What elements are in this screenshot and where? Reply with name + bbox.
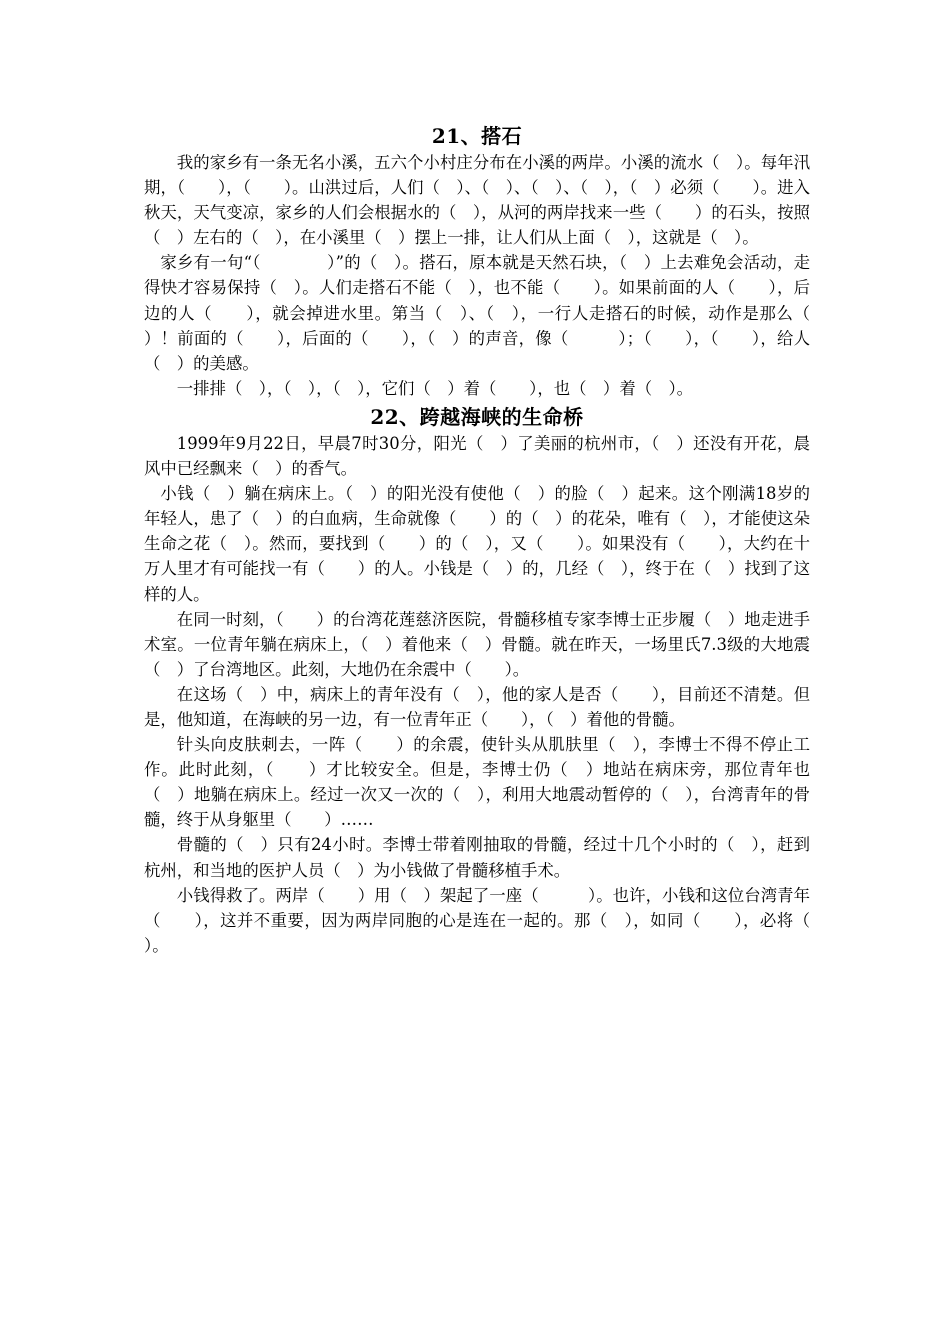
paragraph-22-5: 针头向皮肤刺去，一阵（ ）的余震，使针头从肌肤里（ ），李博士不得不停止工作。此时此刻，（ ）才比较安全。但是，李博士仍（ ）地站在病床旁，那位青年也（ ）地躺在病床上。经过一次又一次的（ ），利用大地震动暂停的（ ），台湾青年的骨髓，终于从身躯里（ ）…… <box>144 735 810 830</box>
paragraph-21-3: 一排排（ ），（ ），（ ），它们（ ）着（ ），也（ ）着（ ）。 <box>176 378 694 398</box>
section-title-21: 21、搭石 <box>431 124 523 148</box>
paragraph-21-1: 我的家乡有一条无名小溪，五六个小村庄分布在小溪的两岸。小溪的流水（ ）。每年汛期，（ ），（ ）。山洪过后，人们（ ）、（ ）、（ ）、（ ），（ ）必须（ ）。进入秋天，天气变凉，家乡的人们会根据水的（ ），从河的两岸找来一些（ ）的石头，按照（ ）左右的（ ），在小溪里（ ）摆上一排，让人们从上面（ ），这就是（ ）。 <box>144 153 810 248</box>
paragraph-21-2: 家乡有一句“（ ）”的（ ）。搭石，原本就是天然石块，（ ）上去难免会活动，走得快才容易保持（ ）。人们走搭石不能（ ），也不能（ ）。如果前面的人（ ），后边的人（ ），就会掉进水里。第当（ ）、（ ），一行人走搭石的时候，动作是那么（ ）！前面的（ ），后面的（ ），（ ）的声音，像（ ）；（ ），（ ），给人（ ）的美感。 <box>144 253 843 373</box>
paragraph-22-1: 1999年9月22日，早晨7时30分，阳光（ ）了美丽的杭州市，（ ）还没有开花，晨风中已经飘来（ ）的香气。 <box>144 433 810 479</box>
paragraph-22-4: 在这场（ ）中，病床上的青年没有（ ），他的家人是否（ ），目前还不清楚。但是，他知道，在海峡的另一边，有一位青年正（ ），（ ）着他的骨髓。 <box>144 684 810 729</box>
paragraph-22-3: 在同一时刻，（ ）的台湾花莲慈济医院，骨髓移植专家李博士正步履（ ）地走进手术室。一位青年躺在病床上，（ ）着他来（ ）骨髓。就在昨天，一场里氏7.3级的大地震（ ）了台湾地区。此刻，大地仍在余震中（ ）。 <box>144 609 810 679</box>
paragraph-22-2: 小钱（ ）躺在病床上。（ ）的阳光没有使他（ ）的脸（ ）起来。这个刚满18岁的年轻人，患了（ ）的白血病，生命就像（ ）的（ ）的花朵，唯有（ ），才能使这朵生命之花（ ）。然而，要找到（ ）的（ ），又（ ）。如果没有（ ），大约在十万人里才有可能找一有（ ）的人。小钱是（ ）的，几经（ ），终于在（ ）找到了这样的人。 <box>144 484 810 604</box>
paragraph-22-6: 骨髓的（ ）只有24小时。李博士带着刚抽取的骨髓，经过十几个小时的（ ），赶到杭州，和当地的医护人员（ ）为小钱做了骨髓移植手术。 <box>144 835 810 880</box>
document-page <box>144 122 860 958</box>
section-title-22: 22、跨越海峡的生命桥 <box>370 404 584 429</box>
paragraph-22-7: 小钱得救了。两岸（ ）用（ ）架起了一座（ ）。也许，小钱和这位台湾青年（ ），这并不重要，因为两岸同胞的心是连在一起的。那（ ），如同（ ），必将（ ）。 <box>144 885 860 955</box>
